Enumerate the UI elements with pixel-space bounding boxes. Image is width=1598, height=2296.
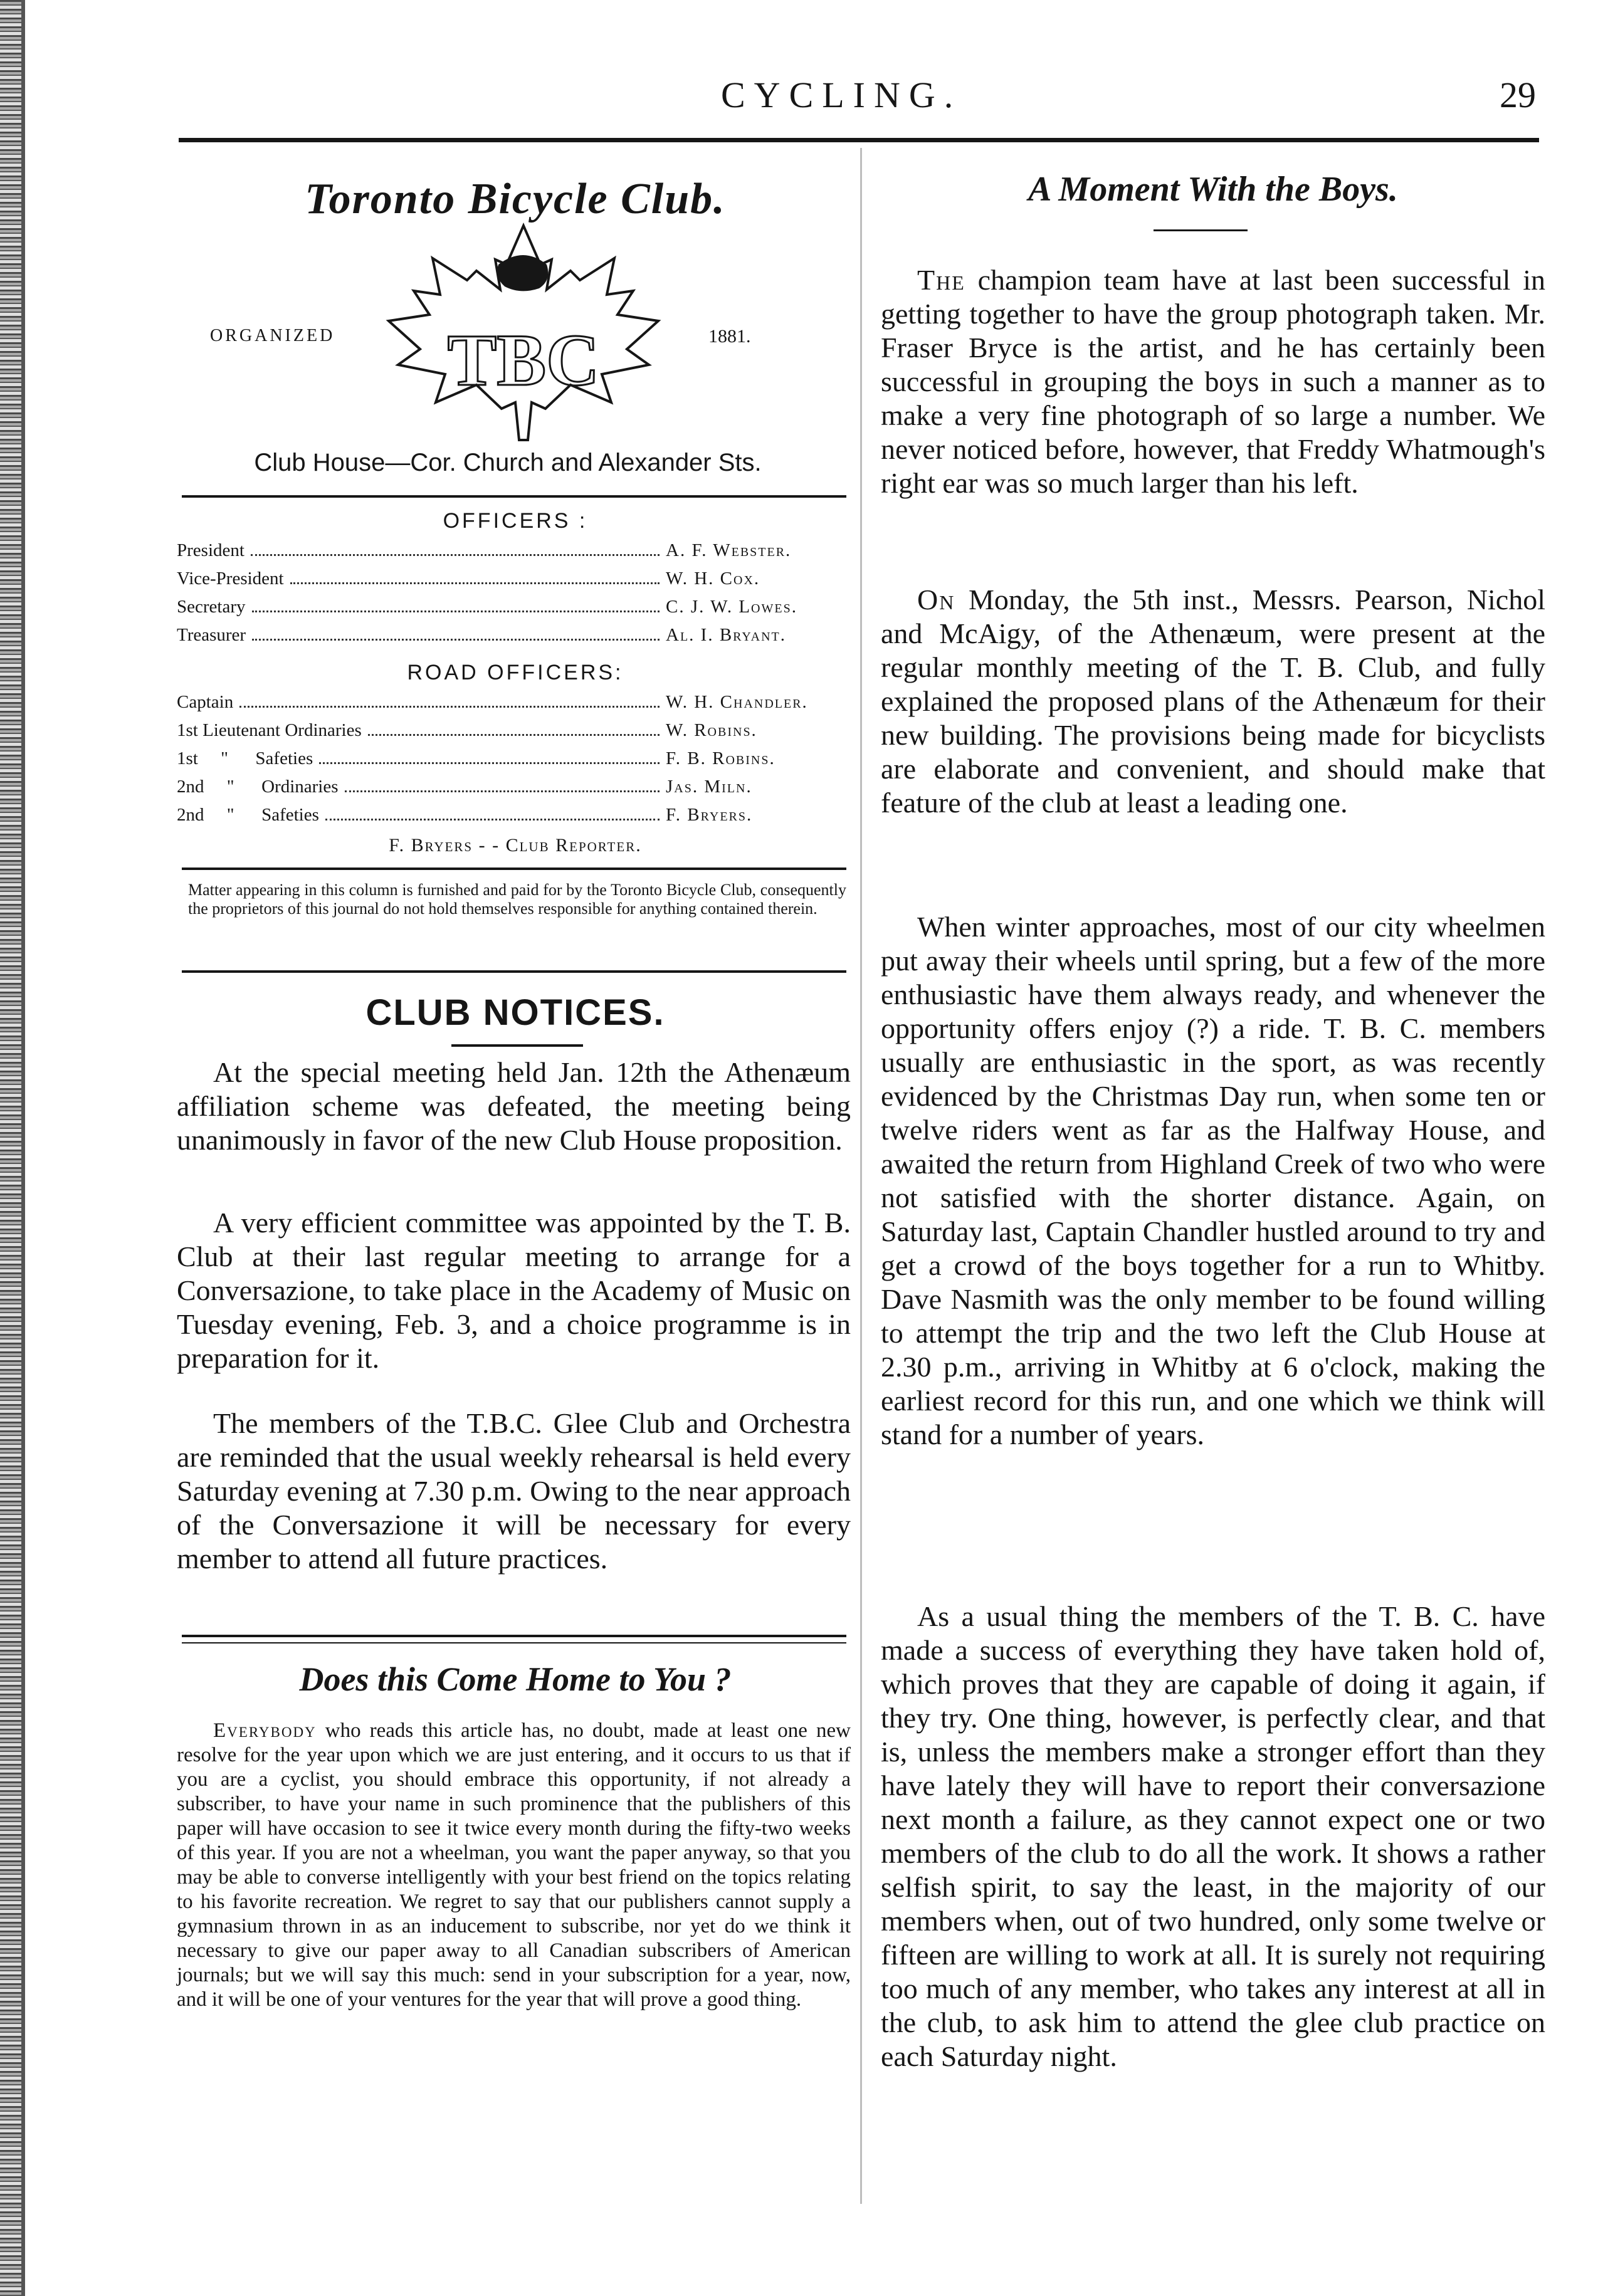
list-item <box>177 805 854 833</box>
lead-word: The <box>917 264 965 296</box>
list-item <box>177 777 854 805</box>
article-body: who reads this article has, no doubt, made at least one new resolve for the year upon which we are just entering, and it occurs to us that if you are a cyclist, you should embrace this opportunity, if not already a subscriber, to have your name in such prominence that the publishers of this paper will have occasion to see it twice every month during the fifty-two weeks of this year. If you are not a wheelman, you want the paper anyway, so that you may be able to converse intelligently with your best friend on the topics relating to his favorite recreation. We regret to say that our publishers cannot supply a gymnasium thrown in as an inducement to subscribe, nor yet do we think it necessary to give our paper away to all Canadian subscribers of American journals; but we will say this much: send in your subscription for a year, now, and it will be one of your ventures for the year that will prove a good thing. <box>177 1719 851 2011</box>
list-item <box>177 540 854 569</box>
rule <box>182 1642 846 1643</box>
officer-role: 2nd " Safeties <box>177 805 319 825</box>
officer-name: C. J. W. Lowes. <box>666 597 797 617</box>
founding-year: 1881. <box>708 326 751 347</box>
clubhouse-address: Club House—Cor. Church and Alexander Sts. <box>254 449 762 476</box>
page-number: 29 <box>1500 75 1536 115</box>
list-item <box>177 748 854 777</box>
officer-role: Captain <box>177 692 234 712</box>
officer-name: W. Robins. <box>666 720 757 740</box>
officer-name: Jas. Miln. <box>666 777 752 797</box>
officers-heading: OFFICERS : <box>443 509 588 533</box>
list-item <box>177 569 854 597</box>
lead-word: Everybody <box>213 1719 317 1742</box>
organized-label: ORGANIZED <box>210 326 335 345</box>
title-underline <box>451 1044 583 1047</box>
article-body: champion team have at last been successful in getting together to have the group photograph taken. Mr. Fraser Bryce is the artist, and he has certainly been successful in grouping the boys in such a manner as to make a very fine photograph of so large a number. We never noticed before, however, that Freddy Whatmough's right ear was so much larger than his left. <box>881 264 1545 499</box>
officer-name: A. F. Webster. <box>666 540 792 560</box>
article-paragraph: As a usual thing the members of the T. B. C. have made a success of everything they have taken hold of, which proves that they are capable of doing it again, if they try. One thing, however, is perfectly clear, and that is, unless the members make a stronger effort than they have lately they will have to report their conversazione next month a failure, as they cannot expect one or two members of the club to do all the work. It shows a rather selfish spirit, to say the least, in the majority of our members when, out of two hundred, only some twelve or fifteen are willing to work at all. It is surely not requiring too much of any member, who takes any interest at all in the club, to ask him to attend the glee club practice on each Saturday night. <box>881 1600 1545 2072</box>
maple-leaf-emblem-icon <box>364 221 683 446</box>
header-rule <box>179 138 1539 142</box>
officer-name: F. Bryers. <box>666 805 753 825</box>
rule <box>182 970 846 973</box>
lead-word: On <box>917 584 955 616</box>
rule <box>182 1635 846 1637</box>
officer-role: 2nd " Ordinaries <box>177 777 339 797</box>
road-officers-list <box>177 692 854 833</box>
running-head: CYCLING. <box>721 75 962 115</box>
officer-role: President <box>177 540 244 560</box>
article-paragraph <box>881 263 1545 500</box>
notice-paragraph: A very efficient committee was appointed by the T. B. Club at their last regular meeting to arrange for a Conversazione, to take place in the Academy of Music on Tuesday evening, Feb. 3, and a choice programme is in preparation for it. <box>177 1207 851 1374</box>
notice-paragraph: The members of the T.B.C. Glee Club and Orchestra are reminded that the usual weekly rehearsal is held every Saturday evening at 7.30 p.m. Owing to the near approach of the Conversazione it will be necessary for every member to attend all future practices. <box>177 1407 851 1575</box>
emblem-monogram: TBC <box>447 319 600 401</box>
club-notices-title: CLUB NOTICES. <box>365 992 665 1033</box>
club-title: Toronto Bicycle Club. <box>305 175 726 223</box>
officer-name: W. H. Cox. <box>666 569 760 589</box>
officer-name: F. B. Robins. <box>666 748 775 768</box>
home-article-text <box>177 1719 851 2012</box>
officer-name: Al. I. Bryant. <box>666 625 786 645</box>
officer-role: Secretary <box>177 597 246 617</box>
article-body: Monday, the 5th inst., Messrs. Pearson, Nichol and McAigy, of the Athenæum, were present at the regular monthly meeting of the T. B. Club, and fully explained the proposed plans of the Athenæum for their new building. The provisions being made for bicyclists are elaborate and convenient, and should make that feature of the club at least a leading one. <box>881 584 1545 819</box>
article-paragraph: When winter approaches, most of our city wheelmen put away their wheels until spring, but a few of the more enthusiastic have them always ready, and whenever the opportunity offers enjoy (?) a ride. T. B. C. members usually are enthusiastic in the sport, as was recently evidenced by the Christmas Day run, when some ten or twelve riders went as far as the Halfway House, and awaited the return from Highland Creek of two who were not satisfied with the shorter distance. Again, on Saturday last, Captain Chandler hustled around to try and get a crowd of the boys together for a run to Whitby. Dave Nasmith was the only member to be found willing to attempt the trip and the two left the Club House at 2.30 p.m., arriving in Whitby at 6 o'clock, making the earliest record for this run, and one which we think will stand for a number of years. <box>881 911 1545 1450</box>
home-article-title: Does this Come Home to You ? <box>299 1660 732 1698</box>
officers-list <box>177 540 854 653</box>
binding-edge-decoration <box>0 0 21 2296</box>
list-item <box>177 597 854 625</box>
moment-article-title: A Moment With the Boys. <box>1028 170 1398 209</box>
club-disclaimer: Matter appearing in this column is furnished and paid for by the Toronto Bicycle Club, consequently the proprietors of this journal do not hold themselves responsible for anything contained therein. <box>188 881 846 918</box>
list-item <box>177 625 854 653</box>
column-divider <box>860 148 862 2204</box>
officer-name: W. H. Chandler. <box>666 692 808 712</box>
title-underline <box>1154 229 1248 231</box>
page-edge-shadow <box>21 0 25 2296</box>
officer-role: 1st " Safeties <box>177 748 313 768</box>
road-officers-heading: ROAD OFFICERS: <box>407 661 624 684</box>
rule <box>182 495 846 498</box>
rule <box>182 868 846 870</box>
list-item <box>177 692 854 720</box>
notice-paragraph: At the special meeting held Jan. 12th the Athenæum affiliation scheme was defeated, the meeting being unanimously in favor of the new Club House proposition. <box>177 1056 851 1156</box>
officer-role: 1st Lieutenant Ordinaries <box>177 720 362 740</box>
officer-role: Vice-President <box>177 569 284 589</box>
list-item <box>177 720 854 748</box>
officer-role: Treasurer <box>177 625 246 645</box>
club-reporter: F. Bryers - - Club Reporter. <box>389 835 642 856</box>
article-paragraph <box>881 583 1545 820</box>
